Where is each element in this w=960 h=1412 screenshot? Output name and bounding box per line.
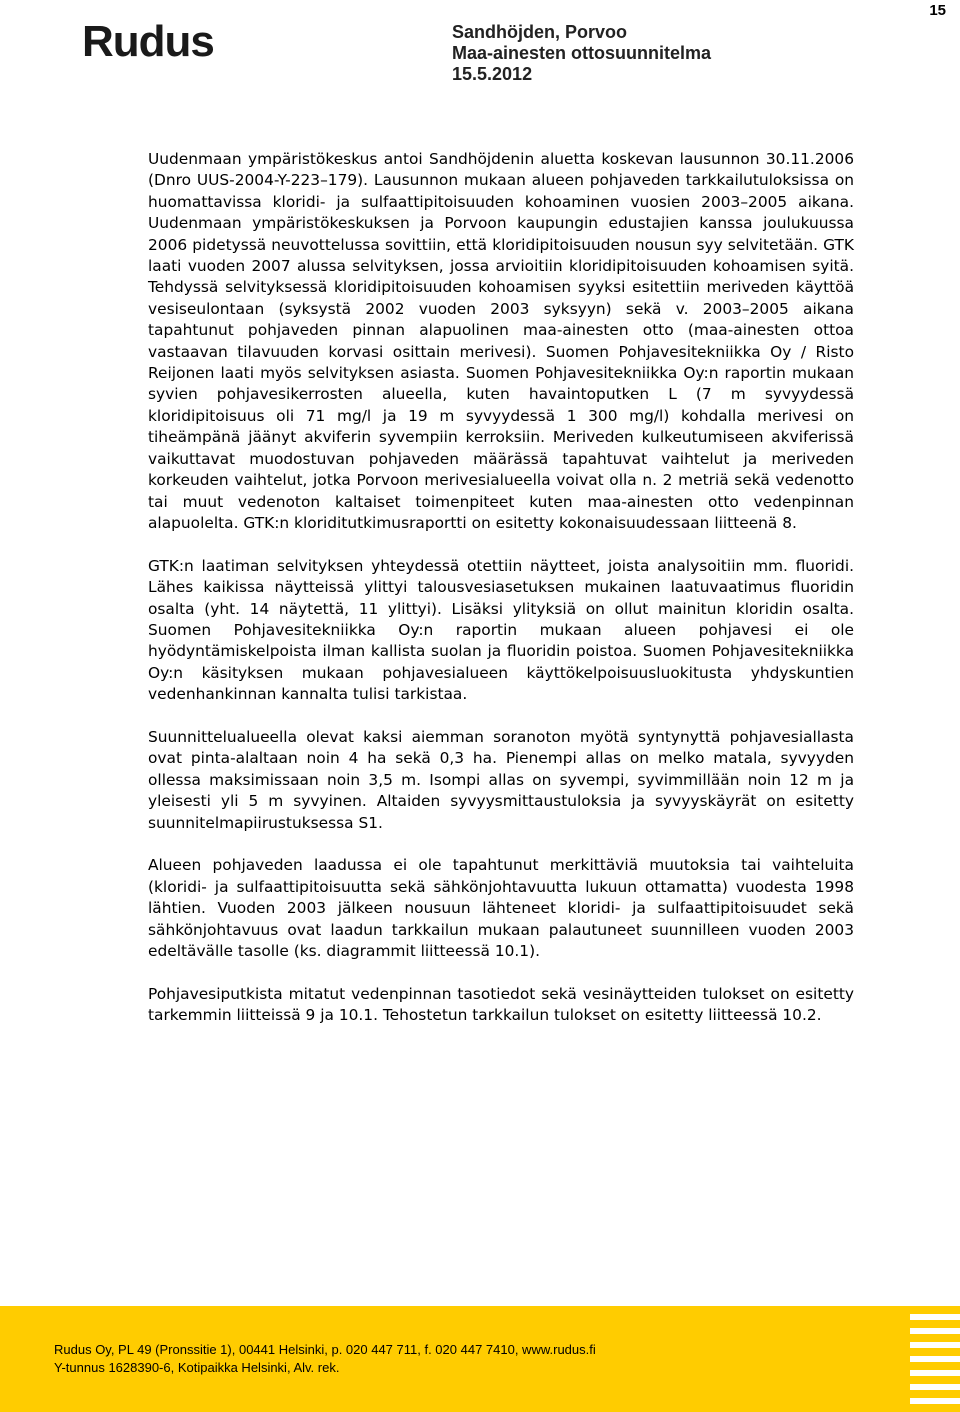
rudus-logo — [82, 17, 214, 66]
header-date: 15.5.2012 — [452, 64, 533, 84]
paragraph-2: GTK:n laatiman selvityksen yhteydessä otettiin näytteet, joista analysoitiin mm. fluoridi. Lähes kaikissa näytteissä ylittyi talousvesiasetuksen mukainen laatuvaatimus fluoridin osalta (yht. 14 näytettä, 11 ylittyi). Lisäksi ylityksiä on ollut mainitun kloridin osalta. Suomen Pohjavesitekniikka Oy:n raportin mukaan alueen pohjavesi ei ole hyödyntämiskelpoista ilman kallista suolan ja fluoridin poistoa. Suomen Pohjavesitekniikka Oy:n käsityksen mukaan pohjavesialueen käyttökelpoisuusluokitusta yhdyskuntien vedenhankinnan kannalta tulisi tarkistaa. — [148, 556, 854, 704]
header-document-title: Maa-ainesten ottosuunnitelma — [452, 43, 712, 63]
header-location: Sandhöjden, Porvoo — [452, 22, 628, 42]
footer-address: Rudus Oy, PL 49 (Pronssitie 1), 00441 Helsinki, p. 020 447 711, f. 020 447 7410, www.rudus.fi — [54, 1342, 596, 1357]
body-text — [148, 149, 854, 1048]
page-number: 15 — [929, 2, 946, 19]
paragraph-5: Pohjavesiputkista mitatut vedenpinnan tasotiedot sekä vesinäytteiden tulokset on esitetty tarkemmin liitteissä 9 ja 10.1. Tehostetun tarkkailun tulokset on esitetty liitteessä 10.2. — [148, 984, 854, 1025]
paragraph-1: Uudenmaan ympäristökeskus antoi Sandhöjdenin aluetta koskevan lausunnon 30.11.2006 (Dnro UUS-2004-Y-223–179). Lausunnon mukaan alueen pohjaveden tarkkailutuloksissa on huomattavissa kloridi- ja sulfaattipitoisuuden kohoaminen vuosien 2003–2005 aikana. Uudenmaan ympäristökeskuksen ja Porvoon kaupungin edustajien kanssa joulukuussa 2006 pidetyssä neuvottelussa sovittiin, että kloridipitoisuuden nousun syy selvitetään. GTK laati vuoden 2007 alussa selvityksen, jossa arvioitiin kloridipitoisuuden kohoamisen syitä. Tehdyssä selvityksessä kloridipitoisuuden kohoamisen syyksi esitettiin meriveden käyttöä vesiseulontaan (syksystä 2002 vuoden 2003 syksyyn) sekä v. 2003–2005 aikana tapahtunut pohjaveden pinnan alapuolinen maa-ainesten otto (maa-ainesten ottoa vastaavan tilavuuden korvasi osittain merivesi). Suomen Pohjavesitekniikka Oy / Risto Reijonen laati myös selvityksen asiasta. Suomen Pohjavesitekniikka Oy:n raportin mukaan syvien pohjavesikerrosten alueella, kuten havaintoputken L (7 m syvyydessä kloridipitoisuus oli 71 mg/l ja 19 m syvyydessä 1 300 mg/l) kohdalla merivesi on tiheämpänä jäänyt akviferin syvempiin kerroksiin. Meriveden kulkeutumiseen akviferissä vaikuttavat muodostuvan pohjaveden määrässä tapahtuvat vaihtelut ja meriveden korkeuden vaihtelut, jotka Porvoon merivesialueella voivat olla n. 2 metriä sekä vedenotto tai muut vedenoton kaltaiset toimenpiteet kuten maa-ainesten otto vedenpinnan alapuolelta. GTK:n kloriditutkimusraportti on esitetty kokonaisuudessaan liitteenä 8. — [148, 150, 854, 532]
footer-stripes-decoration — [910, 1306, 960, 1412]
footer-text — [54, 1341, 596, 1377]
document-header — [452, 22, 711, 85]
paragraph-4: Alueen pohjaveden laadussa ei ole tapahtunut merkittäviä muutoksia tai vaihteluita (kloridi- ja sulfaattipitoisuutta sekä sähkönjohtavuutta lukuun ottamatta) vuodesta 1998 lähtien. Vuoden 2003 jälkeen nousuun lähteneet kloridi- ja sulfaattipitoisuudet sekä sähkönjohtavuus ovat laadun tarkkailun mukaan palautuneet suunnilleen vuoden 2003 edeltävälle tasolle (ks. diagrammit liitteessä 10.1). — [148, 856, 854, 960]
footer-registration: Y-tunnus 1628390-6, Kotipaikka Helsinki, Alv. rek. — [54, 1360, 340, 1375]
logo-text: Rudus — [82, 17, 214, 66]
paragraph-3: Suunnittelualueella olevat kaksi aiemman soranoton myötä syntynyttä pohjavesiallasta ovat pinta-alaltaan noin 4 ha sekä 0,3 ha. Pienempi allas on melko matala, syvyyden ollessa maksimissaan noin 3,5 m. Isompi allas on syvempi, syvimmillään noin 12 m ja yleisesti yli 5 m syvyinen. Altaiden syvyysmittaustuloksia ja syvyyskäyrät on esitetty suunnitelmapiirustuksessa S1. — [148, 727, 854, 832]
